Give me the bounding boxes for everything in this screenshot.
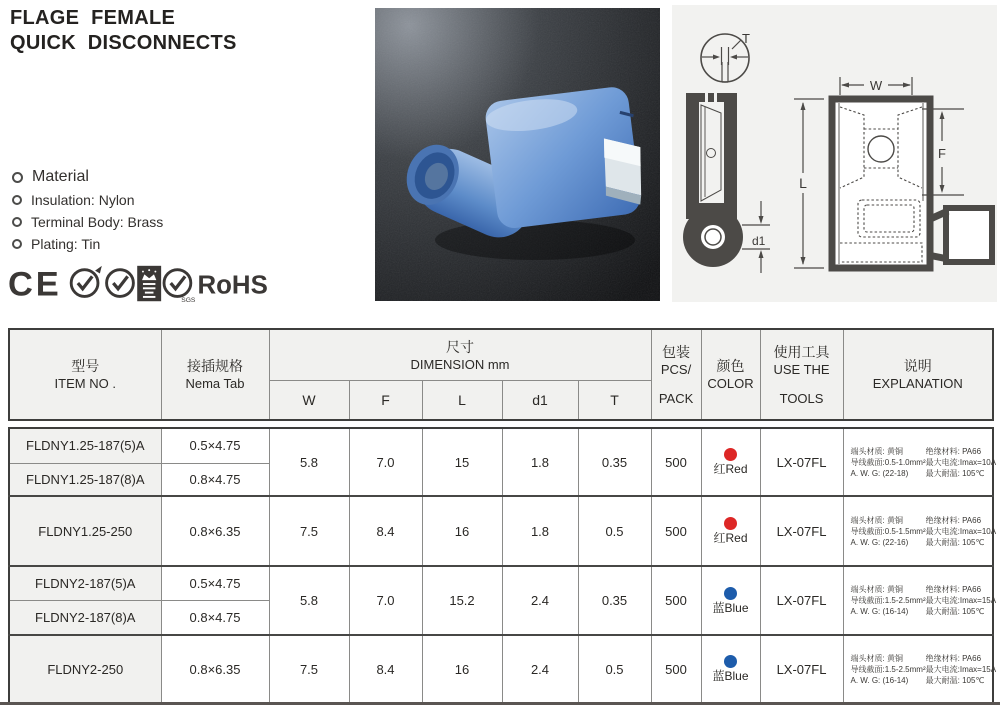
col-header-tools: 使用工具 USE THE TOOLS — [760, 329, 843, 420]
color-dot — [724, 517, 737, 530]
connector-body — [484, 85, 648, 230]
dim-t-cell: 0.35 — [578, 566, 651, 635]
certification-row — [8, 263, 276, 310]
pack-cell: 500 — [651, 496, 701, 566]
material-item-row — [12, 214, 163, 230]
col-header-explanation: 说明 EXPLANATION — [843, 329, 993, 420]
color-label: 蓝Blue — [712, 600, 749, 615]
col-header-color: 颜色 COLOR — [701, 329, 760, 420]
nema-tab-cell: 0.5×4.75 — [161, 428, 269, 463]
color-cell — [701, 428, 760, 496]
dim-w-cell: 7.5 — [269, 635, 349, 703]
certification-icons — [8, 263, 276, 305]
dim-f-cell: 7.0 — [349, 428, 422, 496]
material-item-row — [12, 236, 163, 252]
color-label: 蓝Blue — [712, 669, 749, 683]
material-item: Terminal Body: Brass — [31, 214, 164, 230]
ce-mark-icon: CE — [8, 265, 62, 304]
bullet-icon — [12, 239, 22, 249]
explanation-cell: 端头材质: 黄铜 导线截面:1.5-2.5mm² A. W. G: (16-14) 绝缘材料: PA66 最大电流:Imax=15A 最大耐温: 105℃ — [843, 635, 993, 703]
col-header-nema-tab: 接插规格 Nema Tab — [161, 329, 269, 420]
table-row — [9, 428, 993, 463]
sgs-label: SGS — [181, 297, 196, 305]
dim-l-cell: 15 — [422, 428, 502, 496]
dim-label-w: W — [869, 78, 883, 93]
product-photo-image — [375, 8, 660, 301]
dimension-diagram — [672, 5, 997, 302]
color-cell — [701, 635, 760, 703]
material-item: Insulation: Nylon — [31, 192, 135, 208]
product-photo — [375, 8, 660, 301]
dim-t-cell: 0.35 — [578, 428, 651, 496]
dim-label-f: F — [938, 146, 946, 161]
dim-label-d1: d1 — [752, 234, 766, 248]
bullet-icon — [12, 172, 23, 183]
pack-cell: 500 — [651, 428, 701, 496]
explanation-cell: 端头材质: 黄铜 导线截面:0.5-1.5mm² A. W. G: (22-16) 绝缘材料: PA66 最大电流:Imax=10A 最大耐温: 105℃ — [843, 496, 993, 566]
dim-w-cell: 5.8 — [269, 428, 349, 496]
dim-w-cell: 7.5 — [269, 496, 349, 566]
tool-cell: LX-07FL — [760, 566, 843, 635]
nema-tab-cell: 0.5×4.75 — [161, 566, 269, 600]
page-title-line2: QUICK DISCONNECTS — [10, 32, 237, 54]
dim-d1-cell: 1.8 — [502, 428, 578, 496]
explanation-cell: 端头材质: 黄铜 导线截面:0.5-1.0mm² A. W. G: (22-18) 绝缘材料: PA66 最大电流:Imax=10A 最大耐温: 105℃ — [843, 428, 993, 496]
item-no-cell: FLDNY1.25-187(8)A — [9, 463, 161, 496]
pack-cell: 500 — [651, 635, 701, 703]
table-row — [9, 635, 993, 703]
dim-label-l: L — [799, 175, 807, 191]
col-header-f: F — [349, 381, 422, 421]
col-header-t: T — [578, 381, 651, 421]
table-row — [9, 566, 993, 600]
spec-table — [8, 328, 997, 704]
table-row — [9, 496, 993, 566]
dim-f-cell: 8.4 — [349, 496, 422, 566]
spec-table-header — [8, 328, 994, 421]
dim-f-cell: 7.0 — [349, 566, 422, 635]
item-no-cell: FLDNY2-187(5)A — [9, 566, 161, 600]
tool-cell: LX-07FL — [760, 428, 843, 496]
nema-tab-cell: 0.8×6.35 — [161, 635, 269, 703]
item-no-cell: FLDNY2-250 — [9, 635, 161, 703]
dim-label-t: T — [742, 31, 750, 46]
item-no-cell: FLDNY1.25-187(5)A — [9, 428, 161, 463]
dim-l-cell: 15.2 — [422, 566, 502, 635]
pack-cell: 500 — [651, 566, 701, 635]
explanation-cell: 端头材质: 黄铜 导线截面:1.5-2.5mm² A. W. G: (16-14) 绝缘材料: PA66 最大电流:Imax=15A 最大耐温: 105℃ — [843, 566, 993, 635]
material-heading-row — [12, 168, 163, 186]
nema-tab-cell: 0.8×4.75 — [161, 463, 269, 496]
page-bottom-rule — [0, 702, 1000, 705]
nema-tab-cell: 0.8×4.75 — [161, 600, 269, 635]
color-cell — [701, 496, 760, 566]
dim-t-cell: 0.5 — [578, 635, 651, 703]
col-header-l: L — [422, 381, 502, 421]
page-title-line1: FLAGE FEMALE — [10, 7, 176, 29]
quality-check-badge-icon — [71, 266, 102, 297]
color-label: 红Red — [713, 462, 748, 476]
material-item: Plating: Tin — [31, 236, 101, 252]
material-heading: Material — [32, 168, 89, 185]
sgs-badge-icon — [164, 270, 196, 305]
col-header-w: W — [269, 381, 349, 421]
item-no-cell: FLDNY1.25-250 — [9, 496, 161, 566]
item-no-cell: FLDNY2-187(8)A — [9, 600, 161, 635]
color-dot — [724, 448, 737, 461]
dim-w-cell: 5.8 — [269, 566, 349, 635]
material-list — [12, 168, 163, 258]
dim-l-cell: 16 — [422, 496, 502, 566]
color-cell — [701, 566, 760, 635]
dim-d1-cell: 2.4 — [502, 635, 578, 703]
rohs-label: RoHS — [197, 271, 268, 300]
nema-tab-cell: 0.8×6.35 — [161, 496, 269, 566]
dim-d1-cell: 2.4 — [502, 566, 578, 635]
ukas-crown-badge-icon — [137, 266, 161, 301]
bullet-icon — [12, 195, 22, 205]
col-header-d1: d1 — [502, 381, 578, 421]
col-header-item-no: 型号 ITEM NO . — [9, 329, 161, 420]
dim-d1-cell: 1.8 — [502, 496, 578, 566]
color-dot — [724, 587, 737, 600]
col-header-pack: 包装 PCS/ PACK — [651, 329, 701, 420]
color-label: 红Red — [713, 531, 748, 545]
dim-t-cell: 0.5 — [578, 496, 651, 566]
dim-f-cell: 8.4 — [349, 635, 422, 703]
material-item-row — [12, 192, 163, 208]
iso-badge-icon — [107, 270, 134, 297]
col-header-dimension: 尺寸 DIMENSION mm — [269, 329, 651, 381]
tool-cell: LX-07FL — [760, 635, 843, 703]
spec-table-body — [8, 427, 997, 704]
bullet-icon — [12, 217, 22, 227]
color-dot — [724, 655, 737, 668]
tool-cell: LX-07FL — [760, 496, 843, 566]
page-title — [10, 6, 237, 56]
dim-l-cell: 16 — [422, 635, 502, 703]
dimension-drawing — [672, 5, 997, 302]
